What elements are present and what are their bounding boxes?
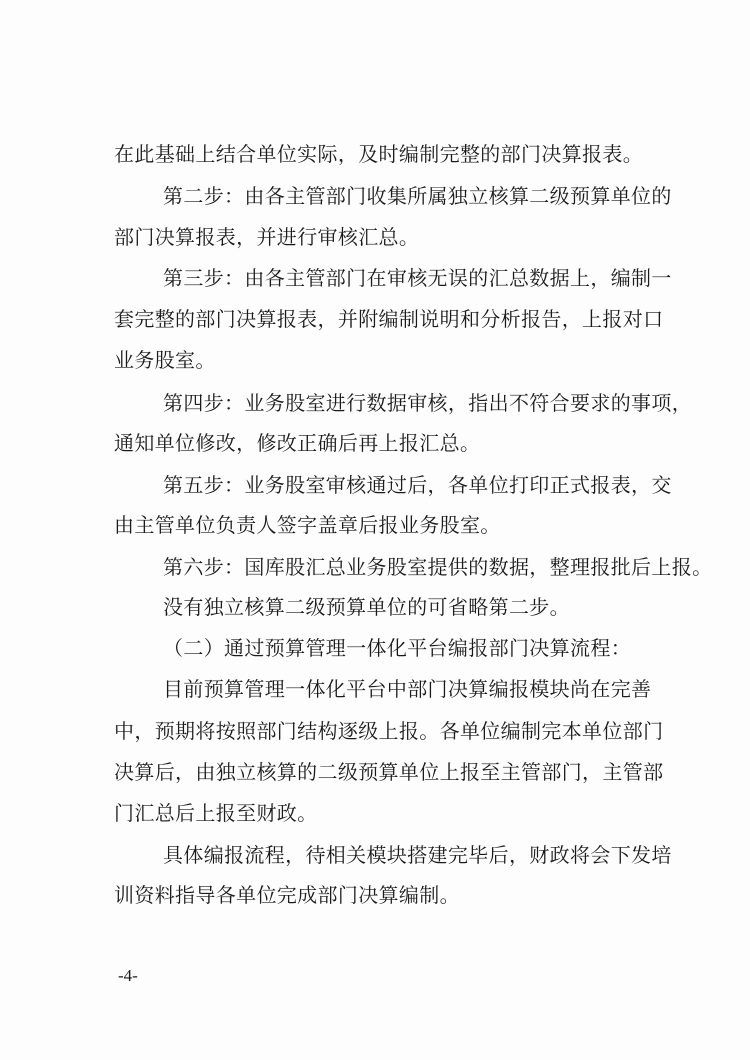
text-line: 第五步：业务股室审核通过后，各单位打印正式报表，交 [163,473,672,497]
text-line: 第二步：由各主管部门收集所属独立核算二级预算单位的 [163,184,672,208]
text-line: 决算后，由独立核算的二级预算单位上报至主管部门，主管部 [114,760,664,784]
text-line: 套完整的部门决算报表，并附编制说明和分析报告，上报对口 [114,307,664,331]
text-line: 第六步：国库股汇总业务股室提供的数据，整理报批后上报。 [163,555,713,579]
text-line: 业务股室。 [114,348,216,372]
section-heading: （二）通过预算管理一体化平台编报部门决算流程： [163,636,632,660]
text-line: 通知单位修改，修改正确后再上报汇总。 [114,431,481,455]
text-line: 第三步：由各主管部门在审核无误的汇总数据上，编制一 [163,266,672,290]
text-line: 在此基础上结合单位实际，及时编制完整的部门决算报表。 [114,142,644,166]
text-line: 第四步：业务股室进行数据审核，指出不符合要求的事项， [163,391,693,415]
text-line: 中，预期将按照部门结构逐级上报。各单位编制完本单位部门 [114,719,664,743]
text-line: 由主管单位负责人签字盖章后报业务股室。 [114,513,501,537]
text-line: 没有独立核算二级预算单位的可省略第二步。 [163,595,570,619]
text-line: 部门决算报表，并进行审核汇总。 [114,225,420,249]
text-line: 门汇总后上报至财政。 [114,801,318,825]
text-line: 目前预算管理一体化平台中部门决算编报模块尚在完善 [163,677,652,701]
page-number: -4- [118,966,138,985]
text-line: 训资料指导各单位完成部门决算编制。 [114,883,460,907]
text-line: 具体编报流程，待相关模块搭建完毕后，财政将会下发培 [163,843,672,867]
